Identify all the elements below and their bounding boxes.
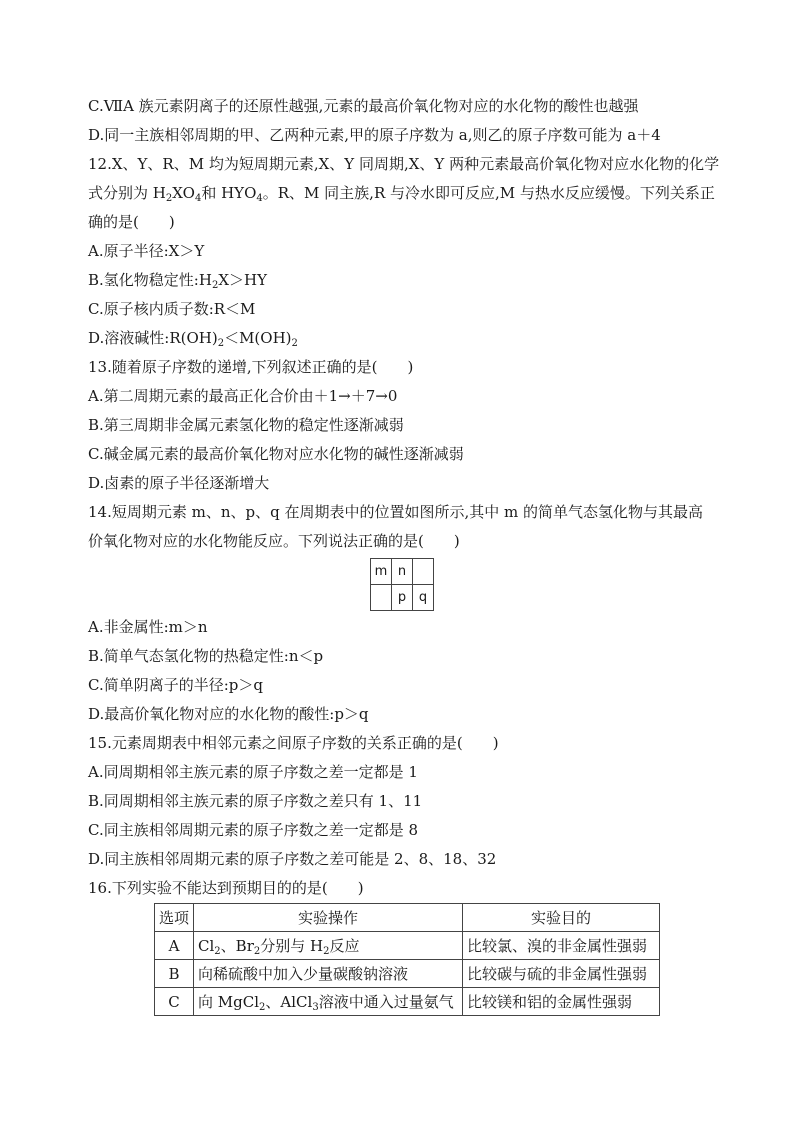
periodic-position-grid (370, 558, 434, 611)
grid-cell: m (371, 559, 392, 585)
row-operation: 向稀硫酸中加入少量碳酸钠溶液 (194, 960, 463, 988)
q14-stem-line2: 价氧化物对应的水化物能反应。下列说法正确的是( ) (88, 532, 460, 550)
row-goal: 比较碳与硫的非金属性强弱 (463, 960, 660, 988)
q11-option-d: D.同一主族相邻周期的甲、乙两种元素,甲的原子序数为 a,则乙的原子序数可能为 a＋4 (88, 126, 661, 144)
q13-option-d: D.卤素的原子半径逐渐增大 (88, 474, 270, 492)
q13-option-b: B.第三周期非金属元素氢化物的稳定性逐渐减弱 (88, 416, 404, 434)
q12-stem: 12.X、Y、R、M 均为短周期元素,X、Y 同周期,X、Y 两种元素最高价氧化物对应水化物的化学式分别为 $H_2XO_4$和 $HYO_4$。R、M 同主族,R 与冷水即可反应,M 与热水反应缓慢。下列关系正确的是( ) (88, 155, 720, 231)
q13-option-c: C.碱金属元素的最高价氧化物对应水化物的碱性逐渐减弱 (88, 445, 464, 463)
table-row (155, 932, 660, 960)
q13-stem: 13.随着原子序数的递增,下列叙述正确的是( ) (88, 358, 414, 376)
grid-row (371, 559, 434, 585)
experiment-table (154, 903, 660, 1016)
table-header-row (155, 904, 660, 932)
q15-option-d: D.同主族相邻周期元素的原子序数之差可能是 2、8、18、32 (88, 850, 497, 868)
grid-cell (413, 559, 434, 585)
row-option: C (155, 988, 194, 1016)
grid-cell: n (392, 559, 413, 585)
q14-option-b: B.简单气态氢化物的热稳定性:n＜p (88, 647, 324, 665)
q14-stem-line1: 14.短周期元素 m、n、p、q 在周期表中的位置如图所示,其中 m 的简单气态氢化物与其最高 (88, 503, 704, 521)
q12-option-c: C.原子核内质子数:R＜M (88, 300, 256, 318)
q14-option-a: A.非金属性:m＞n (88, 618, 208, 636)
row-option: B (155, 960, 194, 988)
q13-option-a: A.第二周期元素的最高正化合价由＋1→＋7→0 (88, 387, 398, 405)
q15-option-b: B.同周期相邻主族元素的原子序数之差只有 1、11 (88, 792, 423, 810)
q12-option-d: D.溶液碱性$:R(OH)_2<M(OH)_2$ (88, 329, 298, 349)
grid-cell (371, 585, 392, 611)
header-goal: 实验目的 (463, 904, 660, 932)
header-operation: 实验操作 (194, 904, 463, 932)
q16-stem: 16.下列实验不能达到预期目的的是( ) (88, 879, 364, 897)
table-row (155, 960, 660, 988)
q15-option-c: C.同主族相邻周期元素的原子序数之差一定都是 8 (88, 821, 419, 839)
grid-cell: p (392, 585, 413, 611)
row-operation: $Cl_2$、$Br_2$分别与 $H_2$反应 (194, 932, 463, 960)
q14-option-c: C.简单阴离子的半径:p＞q (88, 676, 263, 694)
row-goal: 比较镁和铝的金属性强弱 (463, 988, 660, 1016)
q15-option-a: A.同周期相邻主族元素的原子序数之差一定都是 1 (88, 763, 418, 781)
q11-option-c: C.ⅦA 族元素阴离子的还原性越强,元素的最高价氧化物对应的水化物的酸性也越强 (88, 97, 639, 115)
q15-stem: 15.元素周期表中相邻元素之间原子序数的关系正确的是( ) (88, 734, 499, 752)
row-option: A (155, 932, 194, 960)
q14-option-d: D.最高价氧化物对应的水化物的酸性:p＞q (88, 705, 369, 723)
q12-option-b: B.氢化物稳定性$:H_2X>HY$ (88, 271, 267, 291)
row-operation: 向 MgCl$_2$、AlCl$_3$溶液中通入过量氨气 (194, 988, 463, 1016)
table-row (155, 988, 660, 1016)
grid-row (371, 585, 434, 611)
grid-cell: q (413, 585, 434, 611)
exam-page (88, 92, 724, 1016)
header-option: 选项 (155, 904, 194, 932)
q12-option-a: A.原子半径:X＞Y (88, 242, 205, 260)
row-goal: 比较氯、溴的非金属性强弱 (463, 932, 660, 960)
